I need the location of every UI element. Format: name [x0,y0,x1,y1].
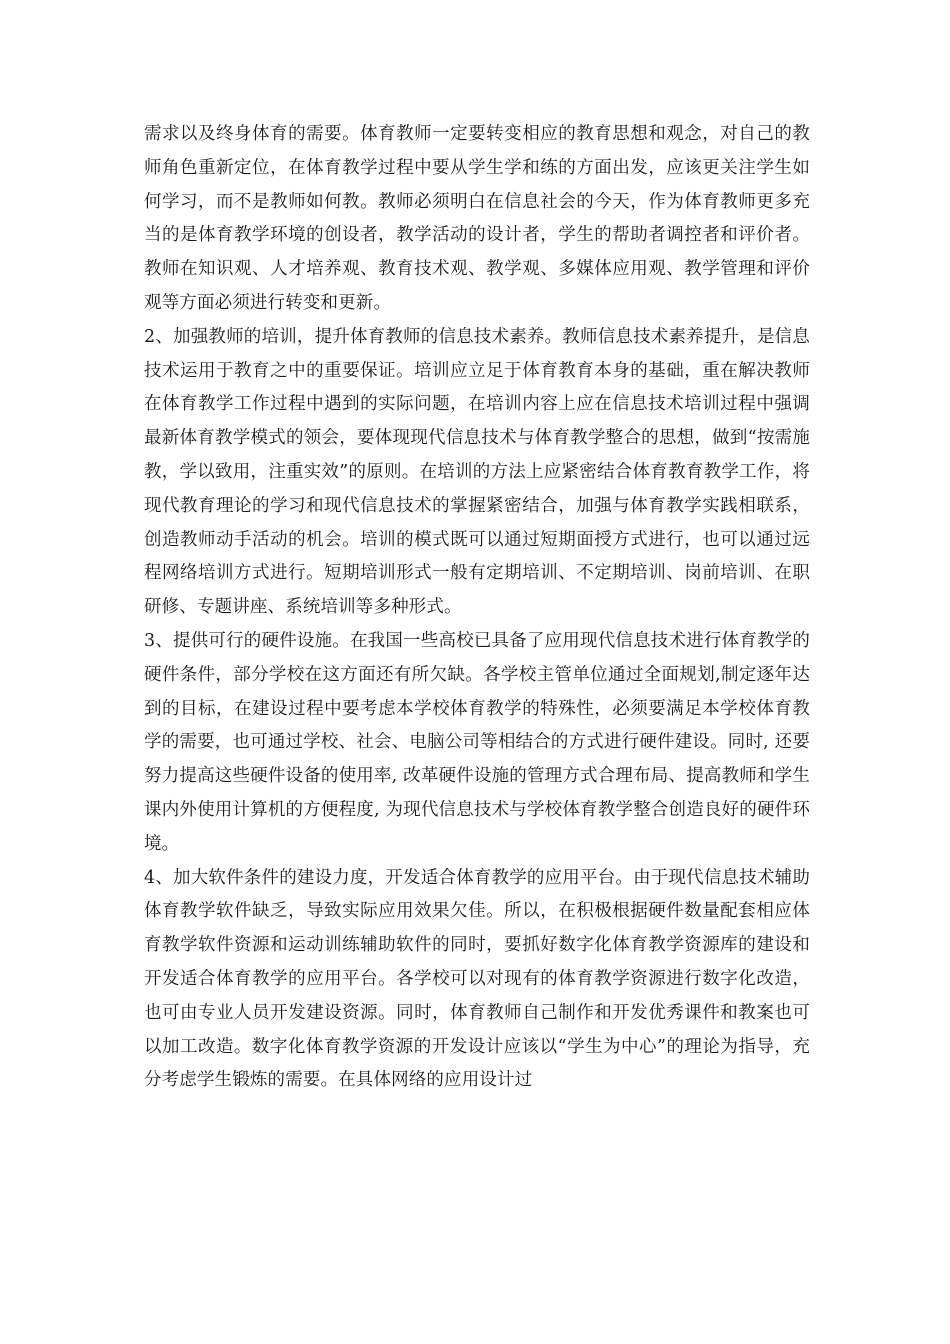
paragraph-teacher-role: 需求以及终身体育的需要。体育教师一定要转变相应的教育思想和观念，对自己的教师角色重新定位，在体育教学过程中要从学生学和练的方面出发，应该更关注学生如何学习，而不是教师如何教。教师必须明白在信息社会的今天，作为体育教师更多充当的是体育教学环境的创设者，教学活动的设计者，学生的帮助者调控者和评价者。教师在知识观、人才培养观、教育技术观、教学观、多媒体应用观、教学管理和评价观等方面必须进行转变和更新。 [144,124,810,313]
paragraph-software: 4、加大软件条件的建设力度，开发适合体育教学的应用平台。由于现代信息技术辅助体育教学软件缺乏，导致实际应用效果欠佳。所以，在积极根据硬件数量配套相应体育教学软件资源和运动训练辅助软件的同时，要抓好数字化体育教学资源库的建设和开发适合体育教学的应用平台。各学校可以对现有的体育教学资源进行数字化改造，也可由专业人员开发建设资源。同时，体育教师自己制作和开发优秀课件和教案也可以加工改造。数字化体育教学资源的开发设计应该以“学生为中心”的理论为指导，充分考虑学生锻炼的需要。在具体网络的应用设计过 [144,867,810,1091]
paragraph-hardware: 3、提供可行的硬件设施。在我国一些高校已具备了应用现代信息技术进行体育教学的硬件条件，部分学校在这方面还有所欠缺。各学校主管单位通过全面规划,制定逐年达到的目标，在建设过程中要考虑本学校体育教学的特殊性，必须要满足本学校体育教学的需要，也可通过学校、社会、电脑公司等相结合的方式进行硬件建设。同时, 还要努力提高这些硬件设备的使用率, 改革硬件设施的管理方式合理布局、提高教师和学生课内外使用计算机的方便程度, 为现代信息技术与学校体育教学整合创造良好的硬件环境。 [144,630,810,854]
paragraph-teacher-training: 2、加强教师的培训，提升体育教师的信息技术素养。教师信息技术素养提升，是信息技术运用于教育之中的重要保证。培训应立足于体育教育本身的基础，重在解决教师在体育教学工作过程中遇到的实际问题，在培训内容上应在信息技术培训过程中强调最新体育教学模式的领会，要体现现代信息技术与体育教学整合的思想，做到“按需施教，学以致用，注重实效”的原则。在培训的方法上应紧密结合体育教育教学工作，将现代教育理论的学习和现代信息技术的掌握紧密结合，加强与体育教学实践相联系，创造教师动手活动的机会。培训的模式既可以通过短期面授方式进行，也可以通过远程网络培训方式进行。短期培训形式一般有定期培训、不定期培训、岗前培训、在职研修、专题讲座、系统培训等多种形式。 [144,326,810,618]
document-body [144,118,810,1098]
